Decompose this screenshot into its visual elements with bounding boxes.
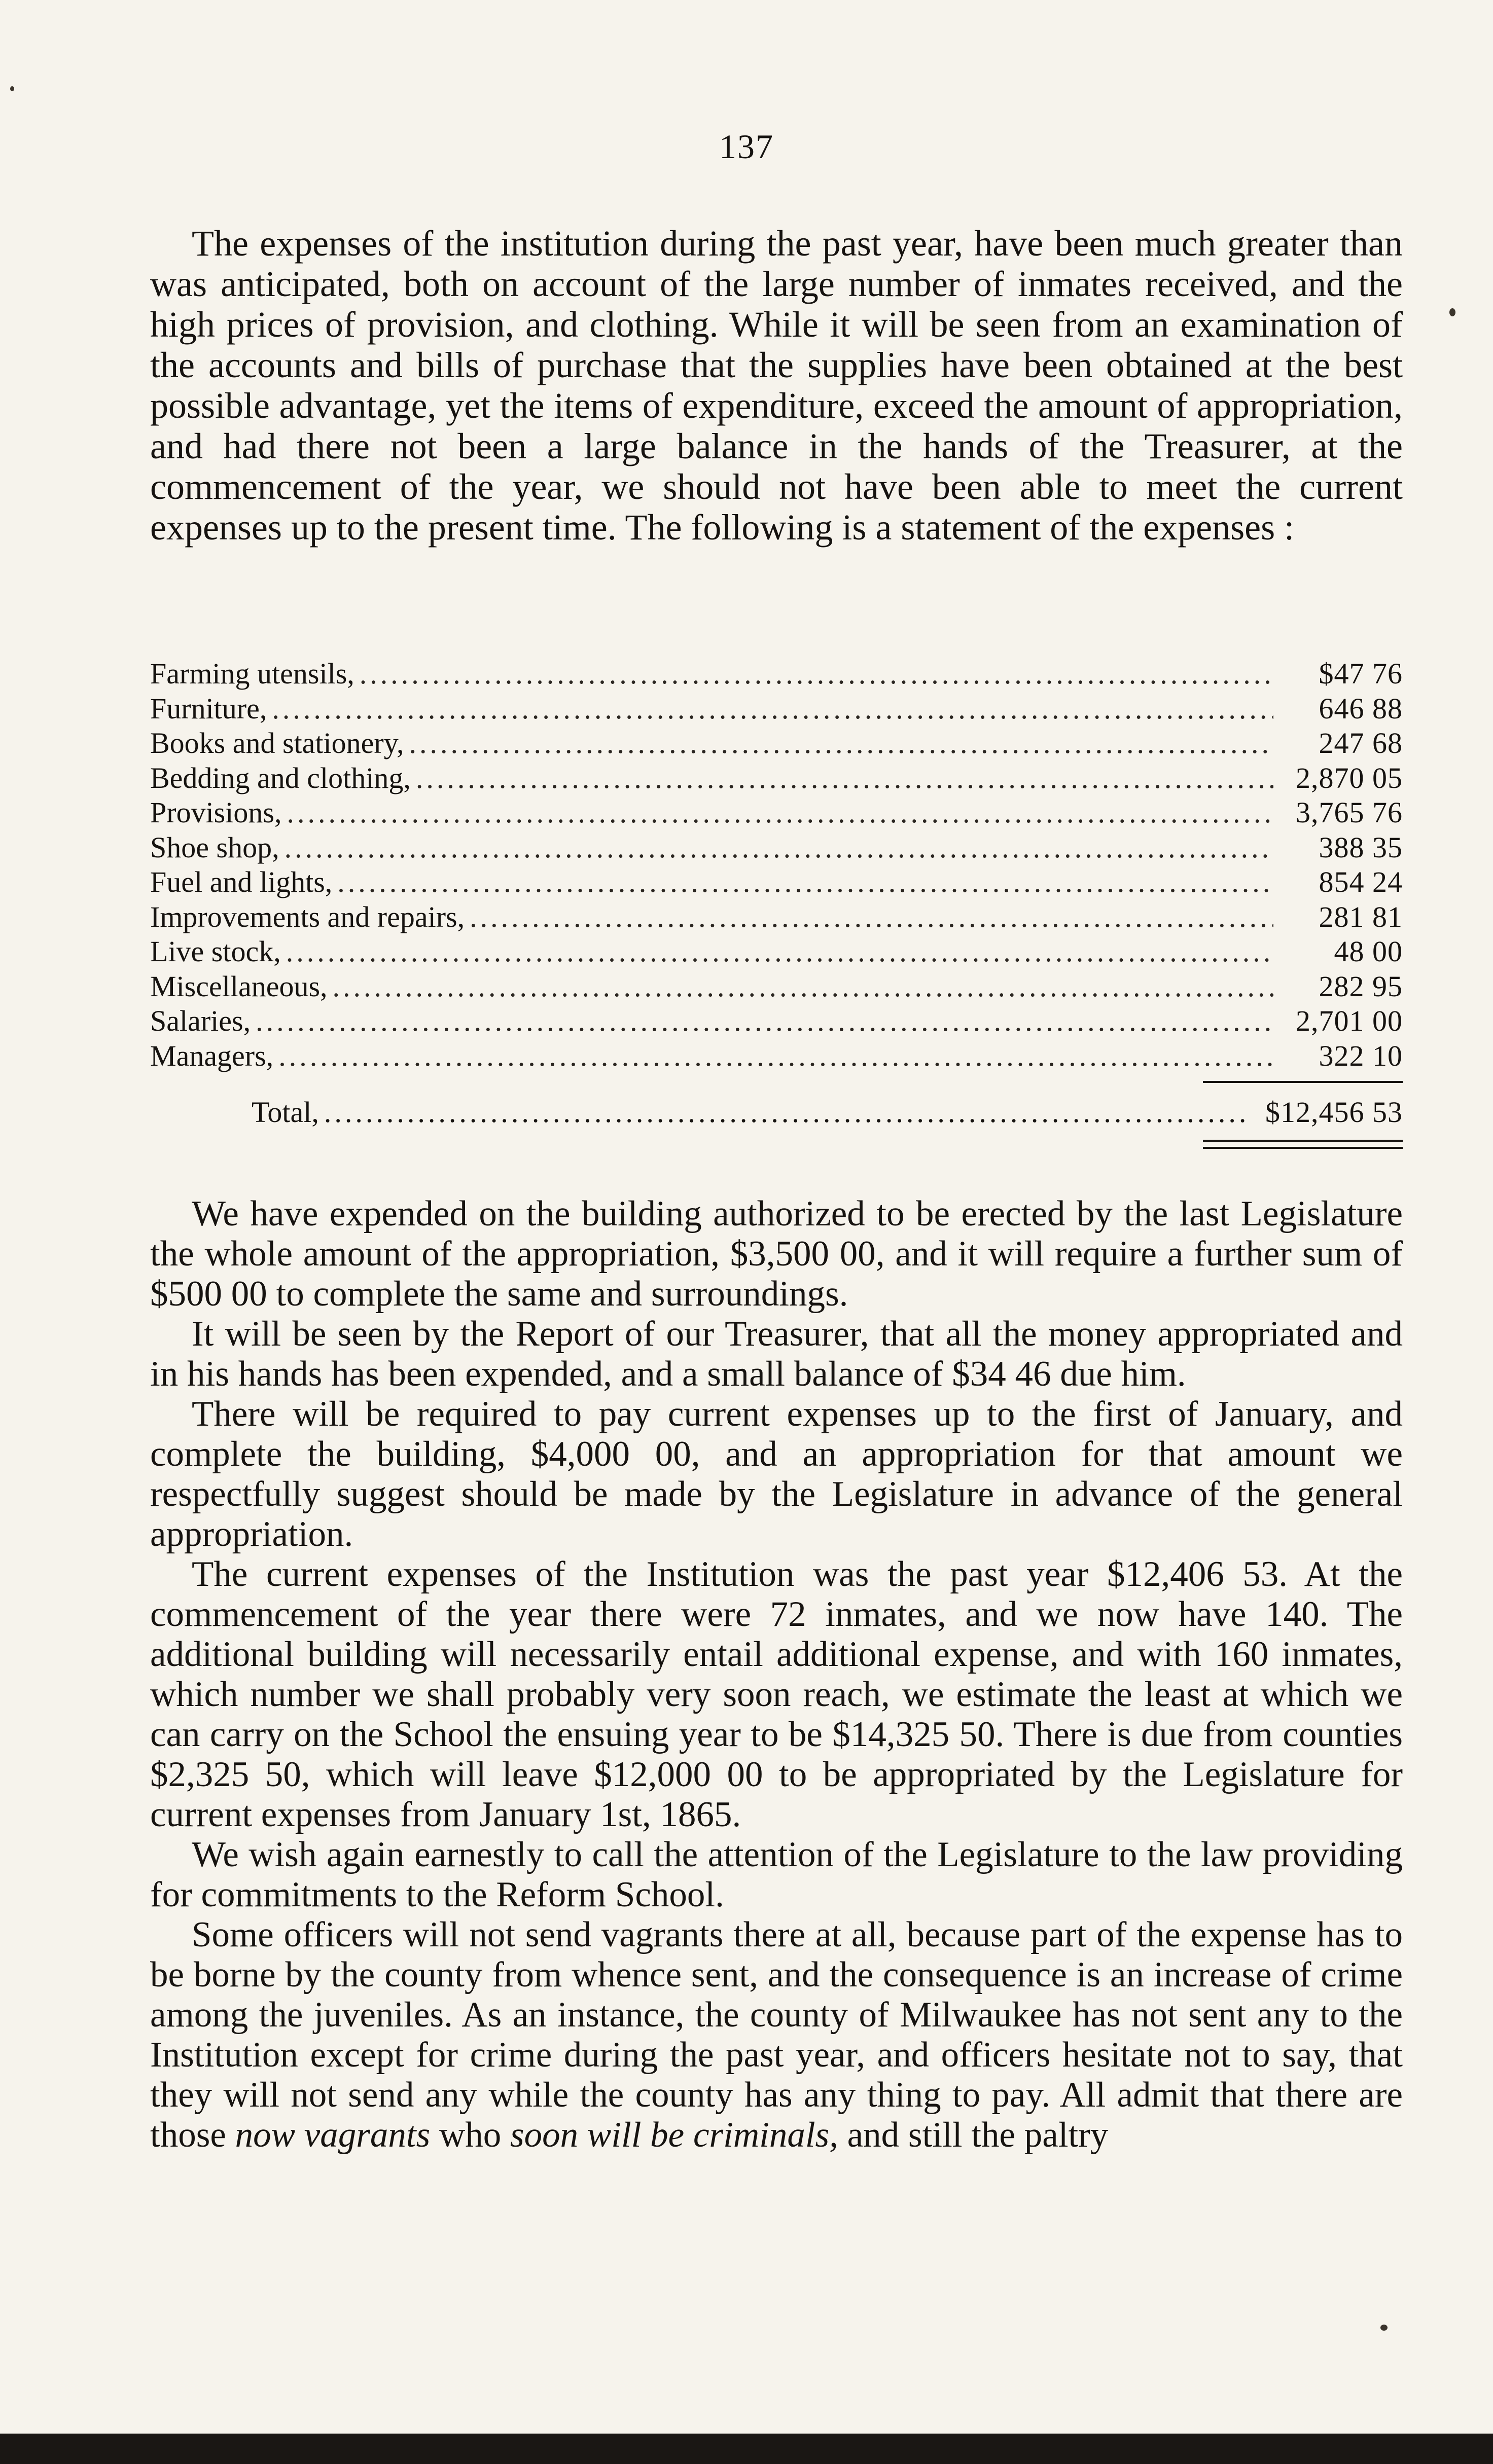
dot-leader xyxy=(285,830,1273,865)
expense-label: Provisions, xyxy=(150,796,282,829)
expense-label: Miscellaneous, xyxy=(150,969,328,1003)
vagrants-text-start: Some officers will not send vagrants there at all, because part of the expense has to be borne by the county from whence sent, and the consequence is an increase of crime among the juveniles. As an instance, the county of Milwaukee has not sent any to the Institution except for crime during the past year, and officers hesitate not to say, that they will not send any while the county has any thing to pay. All admit that there are those xyxy=(150,1915,1403,2155)
expense-row xyxy=(150,726,1403,761)
dot-leader xyxy=(287,795,1273,830)
paragraph-building: We have expended on the building authorized to be erected by the last Legislature the whole amount of the appropriation, $3,500 00, and it will require a further sum of $500 00 to complete the same and surroundings. xyxy=(150,1194,1403,1314)
expense-row xyxy=(150,934,1403,969)
expense-amount: 854 24 xyxy=(1319,865,1403,898)
expense-amount: 322 10 xyxy=(1319,1039,1403,1072)
expense-amount: 646 88 xyxy=(1319,692,1403,725)
expense-row xyxy=(150,969,1403,1004)
expense-row xyxy=(150,692,1403,727)
expense-amount: 2,701 00 xyxy=(1296,1004,1403,1037)
total-row xyxy=(150,1095,1403,1130)
expense-row xyxy=(150,761,1403,796)
dot-leader xyxy=(278,1039,1273,1074)
vagrants-emphasis-2: soon will be criminals, xyxy=(510,2115,838,2155)
expense-label: Salaries, xyxy=(150,1004,251,1037)
dot-leader xyxy=(333,969,1273,1004)
paragraph-required: There will be required to pay current expenses up to the first of January, and complete the building, $4,000 00, and an appropriation for that amount we respectfully suggest should be made by the Legislature in advance of the general appropriation. xyxy=(150,1394,1403,1554)
dot-leader xyxy=(272,692,1273,727)
expense-row xyxy=(150,830,1403,865)
expense-row xyxy=(150,795,1403,830)
intro-paragraph: The expenses of the institution during the past year, have been much greater than was anticipated, both on account of the large number of inmates received, and the high prices of provision, and clothing. While it will be seen from an examination of the accounts and bills of purchase that the supplies have been obtained at the best possible advantage, yet the items of expenditure, exceed the amount of appropriation, and had there not been a large balance in the hands of the Treasurer, at the commencement of the year, we should not have been able to meet the current expenses up to the present time. The following is a statement of the expenses : xyxy=(150,223,1403,548)
expense-amount: 247 68 xyxy=(1319,727,1403,759)
paragraph-legislature: We wish again earnestly to call the attention of the Legislature to the law providing for commitments to the Reform School. xyxy=(150,1835,1403,1914)
expense-row xyxy=(150,1004,1403,1039)
scan-bottom-edge xyxy=(0,2434,1493,2464)
expense-row xyxy=(150,900,1403,935)
intro-section xyxy=(150,223,1403,548)
paragraph-current-expenses: The current expenses of the Institution was the past year $12,406 53. At the commencement of the year there were 72 inmates, and we now have 140. The additional building will necessarily entail additional expense, and with 160 inmates, which number we shall probably very soon reach, we estimate the least at which we can carry on the School the ensuing year to be $14,325 50. There is due from counties $2,325 50, which will leave $12,000 00 to be appropriated by the Legislature for current expenses from January 1st, 1865. xyxy=(150,1554,1403,1834)
expense-row xyxy=(150,657,1403,692)
vagrants-text-mid: who xyxy=(430,2115,511,2155)
expense-label: Farming utensils, xyxy=(150,657,354,690)
expense-amount: 388 35 xyxy=(1319,830,1403,864)
print-speck xyxy=(10,86,14,91)
print-speck xyxy=(1449,308,1455,316)
dot-leader xyxy=(256,1004,1273,1039)
subtotal-rule xyxy=(1203,1081,1403,1083)
dot-leader xyxy=(360,657,1273,692)
expense-amount: 2,870 05 xyxy=(1296,761,1403,794)
dot-leader xyxy=(416,761,1273,796)
expense-amount: 281 81 xyxy=(1319,900,1403,933)
expense-amount: 282 95 xyxy=(1319,969,1403,1003)
vagrants-emphasis-1: now vagrants xyxy=(235,2115,431,2155)
print-speck xyxy=(1380,2325,1388,2331)
expense-label: Live stock, xyxy=(150,935,281,968)
expense-label: Fuel and lights, xyxy=(150,865,333,898)
expense-label: Books and stationery, xyxy=(150,727,404,759)
expense-label: Managers, xyxy=(150,1039,274,1072)
dot-leader xyxy=(286,934,1273,969)
dot-leader xyxy=(470,900,1273,935)
expense-row xyxy=(150,865,1403,900)
expense-amount: $47 76 xyxy=(1319,657,1403,690)
expense-label: Furniture, xyxy=(150,692,267,725)
expense-label: Shoe shop, xyxy=(150,830,279,864)
expense-amount: 3,765 76 xyxy=(1296,796,1403,829)
total-double-rule xyxy=(1203,1140,1403,1149)
paragraph-treasurer: It will be seen by the Report of our Treasurer, that all the money appropriated and in his hands has been expended, and a small balance of $34 46 due him. xyxy=(150,1314,1403,1394)
total-amount: $12,456 53 xyxy=(1265,1096,1403,1129)
dot-leader xyxy=(337,865,1273,900)
page-number: 137 xyxy=(719,127,774,166)
body-section xyxy=(150,1194,1403,2155)
expense-row xyxy=(150,1039,1403,1074)
dot-leader xyxy=(324,1095,1246,1130)
expense-table xyxy=(150,657,1403,1073)
expense-label: Improvements and repairs, xyxy=(150,900,465,933)
expense-amount: 48 00 xyxy=(1334,935,1403,968)
paragraph-vagrants xyxy=(150,1915,1403,2155)
dot-leader xyxy=(409,726,1273,761)
vagrants-text-end: and still the paltry xyxy=(838,2115,1109,2155)
total-label: Total, xyxy=(252,1096,319,1129)
expense-label: Bedding and clothing, xyxy=(150,761,411,794)
